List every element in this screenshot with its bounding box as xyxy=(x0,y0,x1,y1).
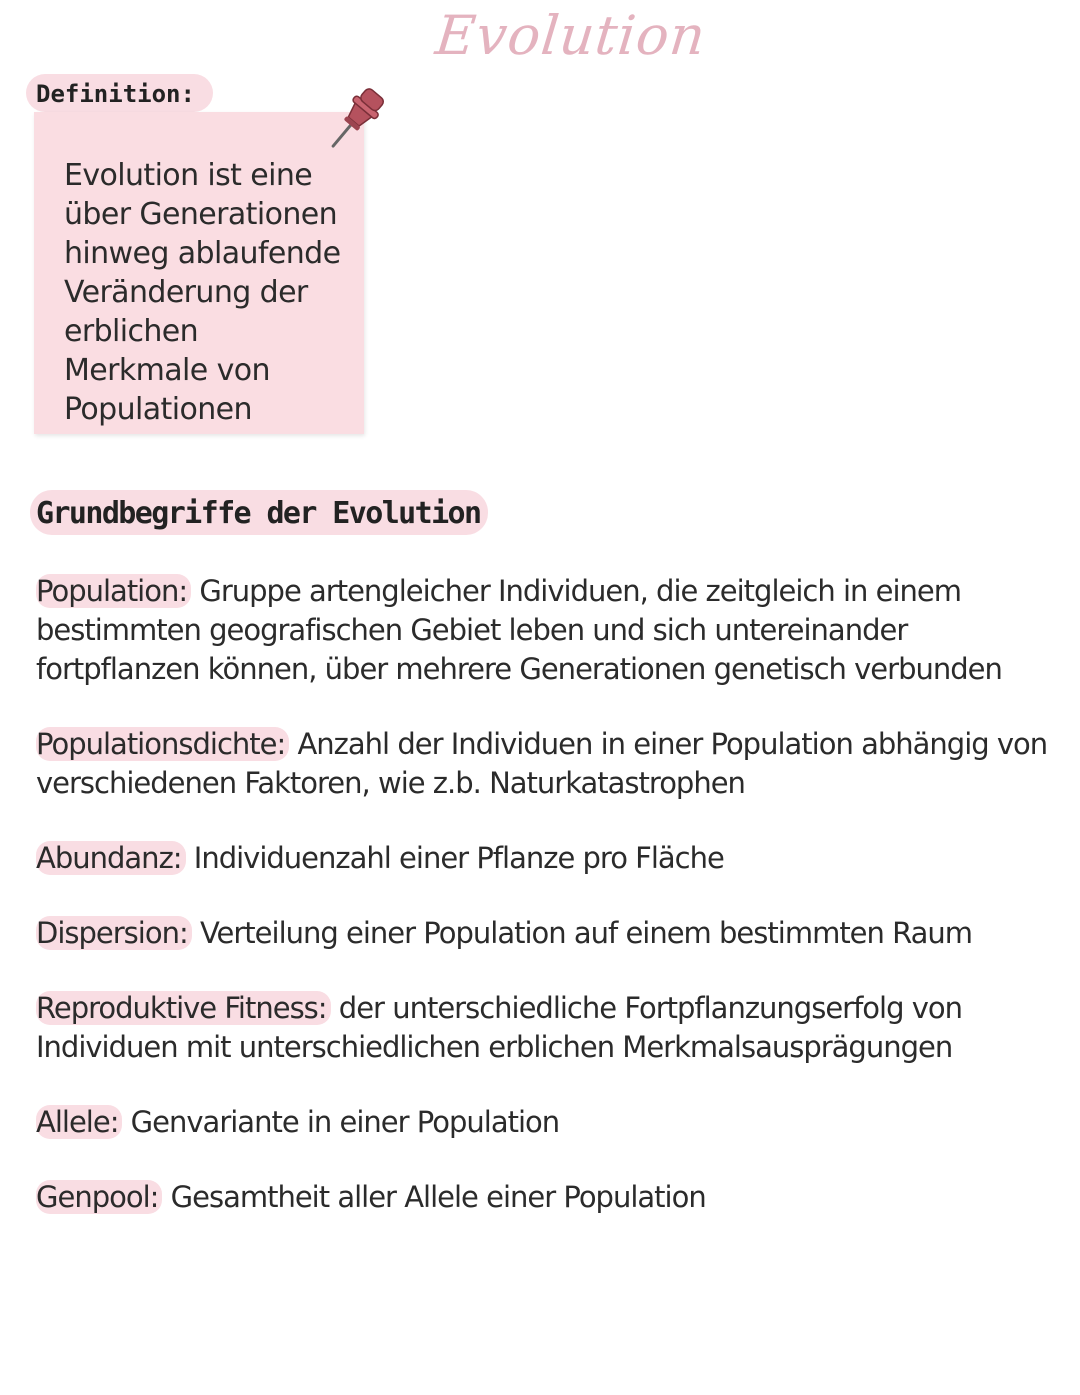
term-name: Dispersion: xyxy=(36,916,192,950)
term-item xyxy=(36,839,1056,878)
term-definition: Verteilung einer Population auf einem bestimmten Raum xyxy=(191,916,973,950)
term-name: Population: xyxy=(36,574,191,608)
term-item xyxy=(36,989,1056,1067)
definition-sticky-note xyxy=(34,112,364,434)
term-name: Genpool: xyxy=(36,1180,162,1214)
term-name: Abundanz: xyxy=(36,841,186,875)
term-definition: Gruppe artengleicher Individuen, die zeitgleich in einem bestimmten geografischen Gebiet leben und sich untereinander fortpflanzen können, über mehrere Generationen genetisch verbunden xyxy=(36,574,1002,686)
term-item xyxy=(36,914,1056,953)
term-item xyxy=(36,1103,1056,1142)
term-name: Allele: xyxy=(36,1105,122,1139)
definition-text: Evolution ist eine über Generationen hinweg ablaufende Veränderung der erblichen Merkmale von Populationen xyxy=(64,158,341,427)
definition-label-highlight xyxy=(26,74,213,112)
term-name: Reproduktive Fitness: xyxy=(36,991,331,1025)
term-name: Populationsdichte: xyxy=(36,727,289,761)
page-title: Evolution xyxy=(432,4,710,67)
term-item xyxy=(36,1178,1056,1217)
term-item xyxy=(36,572,1056,689)
term-definition: Genvariante in einer Population xyxy=(122,1105,560,1139)
term-definition: Gesamtheit aller Allele einer Population xyxy=(162,1180,706,1214)
term-definition: Individuenzahl einer Pflanze pro Fläche xyxy=(185,841,724,875)
term-list xyxy=(36,572,1056,1253)
pushpin-icon xyxy=(322,84,388,156)
section-heading-highlight xyxy=(30,490,488,535)
definition-label: Definition: xyxy=(36,80,195,108)
term-definition: der unterschiedliche Fortpflanzungserfolg von Individuen mit unterschiedlichen erblichen Merkmalsausprägungen xyxy=(36,991,963,1064)
section-heading: Grundbegriffe der Evolution xyxy=(36,496,481,531)
term-definition: Anzahl der Individuen in einer Population abhängig von verschiedenen Faktoren, wie z.b. Naturkatastrophen xyxy=(36,727,1048,800)
term-item xyxy=(36,725,1056,803)
